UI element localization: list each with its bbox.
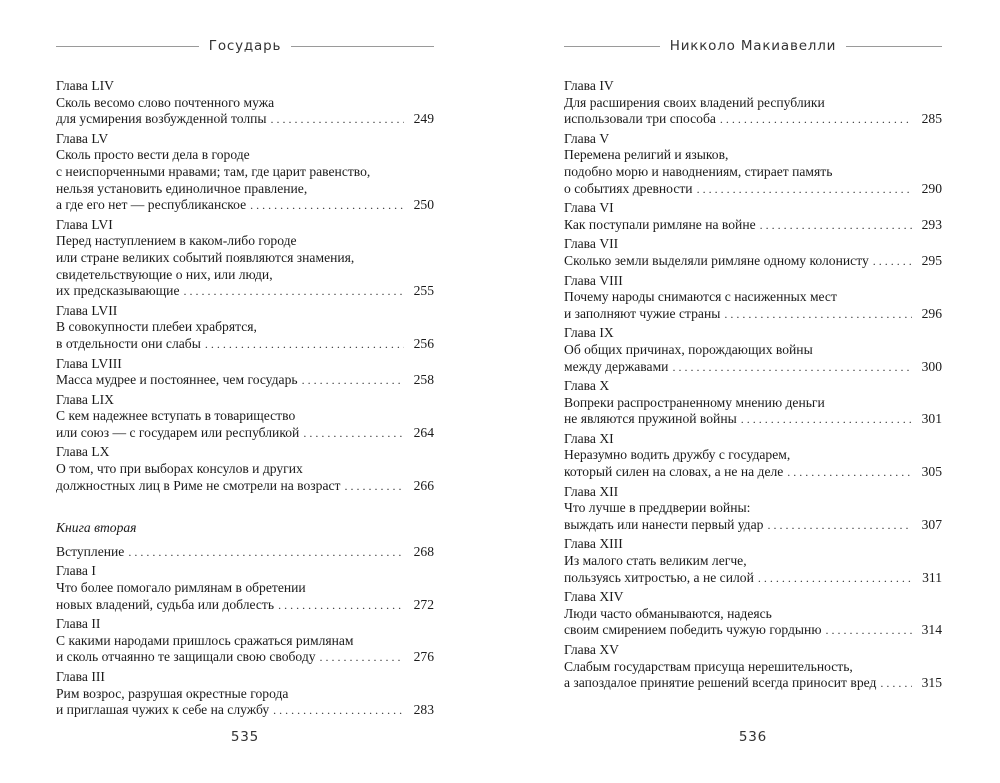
toc-entry[interactable] xyxy=(56,616,434,666)
entry-title-line: Что лучше в преддверии войны: xyxy=(564,500,751,516)
toc-entry[interactable] xyxy=(56,563,434,613)
entry-page-number: 296 xyxy=(921,305,942,321)
entry-last-line xyxy=(564,217,942,234)
chapter-label: Глава LX xyxy=(56,444,110,460)
entry-title-line: Из малого стать великим легче, xyxy=(564,553,747,569)
entry-title-line: или стране великих событий появляются знамения, xyxy=(56,249,355,265)
chapter-label: Глава LVII xyxy=(56,302,118,318)
entry-title-line: Почему народы снимаются с насиженных мест xyxy=(564,289,837,305)
entry-last-line xyxy=(564,181,942,198)
dot-leader xyxy=(741,411,912,428)
entry-last-line xyxy=(56,478,434,495)
entry-title-line: Неразумно водить дружбу с государем, xyxy=(564,447,791,463)
entry-last-line xyxy=(564,464,942,481)
table-of-contents xyxy=(564,78,942,695)
entry-last-line xyxy=(564,111,942,128)
entry-title-line: в отдельности они слабы xyxy=(56,335,201,351)
dot-leader xyxy=(205,336,404,353)
entry-page-number: 266 xyxy=(413,477,434,493)
left-page xyxy=(56,0,434,783)
entry-last-line xyxy=(564,570,942,587)
entry-page-number: 256 xyxy=(413,335,434,351)
entry-page-number: 276 xyxy=(413,649,434,665)
chapter-label: Глава XII xyxy=(564,483,619,499)
entry-title-line: а где его нет — республиканское xyxy=(56,197,247,213)
running-head xyxy=(564,38,942,54)
dot-leader xyxy=(873,253,912,270)
right-page xyxy=(564,0,942,783)
entry-page-number: 283 xyxy=(413,702,434,718)
toc-entry[interactable] xyxy=(564,642,942,692)
entry-title-line: О том, что при выборах консулов и других xyxy=(56,461,303,477)
entry-title-line: подобно морю и наводнениям, стирает память xyxy=(564,163,833,179)
entry-last-line xyxy=(56,283,434,300)
chapter-label: Глава XIV xyxy=(564,589,624,605)
chapter-label: Глава IX xyxy=(564,325,614,341)
entry-page-number: 311 xyxy=(922,569,942,585)
toc-entry[interactable] xyxy=(564,484,942,534)
chapter-label: Глава LIV xyxy=(56,78,114,93)
dot-leader xyxy=(758,570,912,587)
entry-last-line xyxy=(56,197,434,214)
entry-title-line: о событиях древности xyxy=(564,180,693,196)
entry-title-line: Как поступали римляне на войне xyxy=(564,216,756,232)
dot-leader xyxy=(720,111,912,128)
toc-entry[interactable] xyxy=(56,303,434,353)
toc-entry[interactable] xyxy=(56,217,434,300)
entry-page-number: 249 xyxy=(413,111,434,127)
toc-entry[interactable] xyxy=(564,431,942,481)
entry-last-line xyxy=(564,622,942,639)
dot-leader xyxy=(302,372,404,389)
table-of-contents xyxy=(56,78,434,722)
entry-title-line: между державами xyxy=(564,358,669,374)
entry-title-line: Слабым государствам присуща нерешительность, xyxy=(564,658,853,674)
entry-last-line xyxy=(564,517,942,534)
dot-leader xyxy=(880,675,912,692)
entry-title-line: Сколь весомо слово почтенного мужа xyxy=(56,94,275,110)
dot-leader xyxy=(760,217,912,234)
entry-title-line: и сколь отчаянно те защищали свою свободу xyxy=(56,649,316,665)
header-rule xyxy=(846,46,942,47)
toc-entry[interactable] xyxy=(564,589,942,639)
chapter-label: Глава XV xyxy=(564,642,619,657)
dot-leader xyxy=(825,622,912,639)
toc-entry[interactable] xyxy=(56,78,434,128)
dot-leader xyxy=(787,464,912,481)
entry-last-line xyxy=(564,411,942,428)
chapter-label: Глава LIX xyxy=(56,391,114,407)
entry-title-line: Вопреки распространенному мнению деньги xyxy=(564,394,825,410)
entry-page-number: 290 xyxy=(921,180,942,196)
toc-entry[interactable] xyxy=(564,378,942,428)
entry-last-line xyxy=(56,649,434,666)
entry-page-number: 293 xyxy=(921,216,942,232)
chapter-label: Глава IV xyxy=(564,78,614,93)
entry-last-line xyxy=(56,702,434,719)
entry-title-line: или союз — с государем или республикой xyxy=(56,424,300,440)
entry-page-number: 264 xyxy=(413,424,434,440)
page-number: 535 xyxy=(230,729,260,745)
entry-title-line: использовали три способа xyxy=(564,111,716,127)
dot-leader xyxy=(724,306,912,323)
entry-last-line xyxy=(564,359,942,376)
entry-title-line: пользуясь хитростью, а не силой xyxy=(564,569,754,585)
toc-entry[interactable] xyxy=(564,273,942,323)
entry-title-line: Рим возрос, разрушая окрестные города xyxy=(56,685,289,701)
entry-page-number: 307 xyxy=(921,516,942,532)
entry-last-line xyxy=(56,544,434,561)
running-head-title: Государь xyxy=(208,38,282,54)
dot-leader xyxy=(697,181,912,198)
header-rule xyxy=(56,46,199,47)
dot-leader xyxy=(320,649,404,666)
chapter-label: Глава II xyxy=(56,616,101,632)
entry-last-line xyxy=(56,597,434,614)
entry-title-line: Перед наступлением в каком-либо городе xyxy=(56,233,297,249)
toc-entry[interactable] xyxy=(564,131,942,197)
header-rule xyxy=(291,46,434,47)
entry-title-line: своим смирением победить чужую гордыню xyxy=(564,622,822,638)
entry-page-number: 255 xyxy=(413,283,434,299)
entry-page-number: 268 xyxy=(413,543,434,559)
entry-title-line: Сколько земли выделяли римляне одному колонисту xyxy=(564,252,869,268)
toc-entry[interactable] xyxy=(564,325,942,375)
running-head xyxy=(56,38,434,54)
toc-entry[interactable] xyxy=(564,78,942,128)
entry-title-line: свидетельствующие о них, или люди, xyxy=(56,266,273,282)
entry-title-line: с неиспорченными нравами; там, где царит равенство, xyxy=(56,163,371,179)
dot-leader xyxy=(273,702,404,719)
entry-last-line xyxy=(56,336,434,353)
entry-title-line: Об общих причинах, порождающих войны xyxy=(564,341,813,357)
chapter-label: Глава LVI xyxy=(56,216,113,232)
dot-leader xyxy=(303,425,404,442)
entry-title-line: их предсказывающие xyxy=(56,283,180,299)
chapter-label: Глава X xyxy=(564,378,610,394)
toc-entry[interactable] xyxy=(56,131,434,214)
entry-title-line: для усмирения возбужденной толпы xyxy=(56,111,267,127)
entry-last-line xyxy=(564,306,942,323)
toc-entry[interactable] xyxy=(56,444,434,494)
entry-last-line xyxy=(564,675,942,692)
chapter-label: Глава I xyxy=(56,563,96,579)
chapter-label: Глава VI xyxy=(564,200,614,216)
entry-last-line xyxy=(56,111,434,128)
dot-leader xyxy=(672,359,912,376)
entry-page-number: 301 xyxy=(921,411,942,427)
entry-title-line: Для расширения своих владений республики xyxy=(564,94,825,110)
entry-page-number: 258 xyxy=(413,372,434,388)
entry-title-line: В совокупности плебеи храбрятся, xyxy=(56,319,257,335)
chapter-label: Глава VII xyxy=(564,236,619,252)
entry-title-line: С кем надежнее вступать в товарищество xyxy=(56,408,296,424)
book-heading: Книга вторая xyxy=(56,520,137,536)
running-head-title: Никколо Макиавелли xyxy=(669,38,837,54)
entry-title-line: Перемена религий и языков, xyxy=(564,147,729,163)
chapter-label: Глава VIII xyxy=(564,272,623,288)
chapter-label: Глава V xyxy=(564,130,610,146)
toc-entry[interactable] xyxy=(56,356,434,389)
entry-title-line: Масса мудрее и постояннее, чем государь xyxy=(56,372,298,388)
dot-leader xyxy=(767,517,912,534)
toc-entry[interactable] xyxy=(56,669,434,719)
dot-leader xyxy=(344,478,404,495)
entry-title-line: а запоздалое принятие решений всегда приносит вред xyxy=(564,675,877,691)
entry-last-line xyxy=(564,253,942,270)
entry-title-line: который силен на словах, а не на деле xyxy=(564,464,784,480)
toc-entry[interactable] xyxy=(56,544,434,561)
entry-page-number: 272 xyxy=(413,596,434,612)
entry-last-line xyxy=(56,372,434,389)
entry-title-line: новых владений, судьба или доблесть xyxy=(56,596,275,612)
entry-title-line: должностных лиц в Риме не смотрели на возраст xyxy=(56,477,341,493)
entry-page-number: 315 xyxy=(921,675,942,691)
entry-page-number: 285 xyxy=(921,111,942,127)
entry-title-line: выждать или нанести первый удар xyxy=(564,516,764,532)
entry-page-number: 250 xyxy=(413,197,434,213)
chapter-label: Глава XI xyxy=(564,430,614,446)
entry-title-line: Люди часто обманываются, надеясь xyxy=(564,605,772,621)
chapter-label: Глава III xyxy=(56,669,105,684)
dot-leader xyxy=(278,597,404,614)
entry-title-line: С какими народами пришлось сражаться римлянам xyxy=(56,632,354,648)
entry-title: Вступление xyxy=(56,543,125,559)
entry-page-number: 305 xyxy=(921,464,942,480)
toc-entry[interactable] xyxy=(564,200,942,233)
entry-title-line: и приглашая чужих к себе на службу xyxy=(56,702,270,718)
page-number: 536 xyxy=(738,729,768,745)
dot-leader xyxy=(271,111,404,128)
toc-entry[interactable] xyxy=(564,536,942,586)
entry-last-line xyxy=(56,425,434,442)
entry-title-line: нельзя установить единоличное правление, xyxy=(56,180,308,196)
toc-entry[interactable] xyxy=(56,392,434,442)
toc-entry[interactable] xyxy=(564,236,942,269)
chapter-label: Глава XIII xyxy=(564,536,623,552)
entry-title-line: Сколь просто вести дела в городе xyxy=(56,147,250,163)
entry-page-number: 314 xyxy=(921,622,942,638)
dot-leader xyxy=(128,544,404,561)
entry-title-line: не являются пружиной войны xyxy=(564,411,737,427)
entry-page-number: 300 xyxy=(921,358,942,374)
header-rule xyxy=(564,46,660,47)
chapter-label: Глава LV xyxy=(56,130,109,146)
chapter-label: Глава LVIII xyxy=(56,355,122,371)
entry-page-number: 295 xyxy=(921,252,942,268)
dot-leader xyxy=(250,197,404,214)
dot-leader xyxy=(184,283,405,300)
entry-title-line: Что более помогало римлянам в обретении xyxy=(56,580,306,596)
entry-title-line: и заполняют чужие страны xyxy=(564,305,721,321)
